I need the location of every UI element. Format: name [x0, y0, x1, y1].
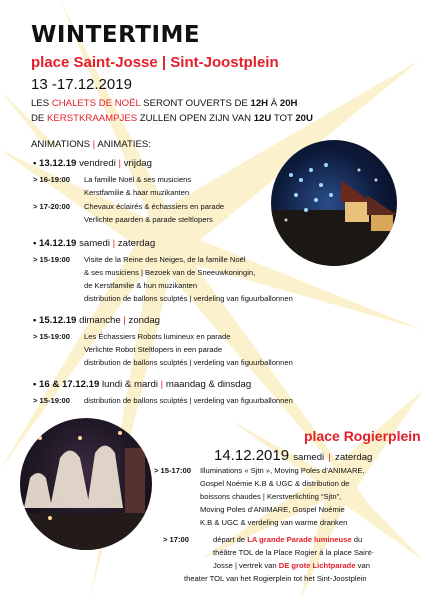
event-line: & ses musiciens | Bezoek van de Sneeuwkoningin, — [84, 268, 256, 277]
rogier-date: 14.12.2019 samedi | zaterdag — [214, 447, 373, 464]
christmas-market-photo — [271, 140, 397, 266]
event-line: distribution de ballons sculptés | verdeling van figuurballonnen — [84, 294, 293, 303]
event-line: distribution de ballons sculptés | verdeling van figuurballonnen — [84, 396, 293, 405]
intro-nl-a: DE — [31, 113, 45, 124]
event-line: Chevaux éclairés & échassiers en parade — [84, 202, 225, 211]
rogier-day-nl: zaterdag — [335, 452, 373, 463]
event-line: Illuminations « Sjtn », Moving Poles d’ANIMARE, — [200, 466, 365, 475]
event-line: Moving Poles d’ANIMARE, Gospel Noémie — [200, 505, 345, 514]
event-line: Verlichte paarden & parade steltlopers — [84, 215, 213, 224]
rogier-date-value: 14.12.2019 — [214, 447, 290, 464]
event-line: Visite de la Reine des Neiges, de la famille Noël — [84, 255, 246, 264]
venue-heading-saint-josse — [31, 55, 279, 72]
day-date: 13.12.19 — [39, 158, 77, 169]
event-line: Verlichte Robot Steltlopers in een parade — [84, 345, 223, 354]
intro-fr-e: À — [270, 98, 278, 109]
light-parade-photo — [20, 418, 152, 550]
event-line: boissons chaudes | Kerstverlichting “Sjtn”, — [200, 492, 342, 501]
event-line: de Kerstfamilie & hun muzikanten — [84, 281, 198, 290]
event-time: > 15-19:00 — [33, 255, 70, 264]
intro-fr-a: LES — [31, 98, 50, 109]
event-time: > 17-20:00 — [33, 202, 70, 211]
intro-nl-close: 20U — [295, 113, 313, 124]
intro-nl-e: TOT — [273, 113, 293, 124]
intro-fr-c: SERONT OUVERTS DE — [143, 98, 248, 109]
day-fr: vendredi — [79, 158, 116, 169]
day-header: • 16 & 17.12.19 lundi & mardi | maandag & dinsdag — [33, 379, 252, 390]
day-header: • 15.12.19 dimanche | zondag — [33, 315, 160, 326]
intro-fr-close: 20H — [279, 98, 298, 109]
intro-fr-chalets: CHALETS DE NOËL — [51, 98, 141, 109]
event-line: distribution de ballons sculptés | verdeling van figuurballonnen — [84, 358, 293, 367]
event-line: Les Échassiers Robots lumineux en parade — [84, 332, 231, 341]
event-line: La famille Noël & ses musiciens — [84, 175, 192, 184]
page-title: WINTERTIME — [31, 22, 201, 48]
event-time: > 17:00 — [163, 535, 189, 544]
intro-nl-c: ZULLEN OPEN ZIJN VAN — [139, 113, 252, 124]
event-line: théâtre TOL de la Place Rogier à la place Saint- — [213, 548, 374, 557]
rogier-day-fr: samedi — [293, 452, 325, 463]
intro-nl-kraampjes: KERSTKRAAMPJES — [47, 113, 138, 124]
intro-fr-open: 12H — [250, 98, 269, 109]
intro-nl-open: 12U — [253, 113, 272, 124]
event-line: K.B & UGC & verdeling van warme dranken — [200, 518, 348, 527]
day-nl: vrijdag — [123, 158, 152, 169]
venue-heading-rogier: place Rogierplein — [304, 428, 421, 444]
animations-heading-fr: ANIMATIONS — [31, 139, 90, 150]
event-line: Kerstfamilie & haar muzikanten — [84, 188, 190, 197]
event-time: > 16-19:00 — [33, 175, 70, 184]
event-line: theater TOL van het Rogierplein tot het Sint-Joostplein — [184, 574, 367, 583]
event-line: Gospel Noémie K.B & UGC & distribution de — [200, 479, 350, 488]
animations-heading-nl: ANIMATIES: — [97, 139, 151, 150]
event-line: départ de LA grande Parade lumineuse du — [213, 535, 363, 544]
event-time: > 15-19:00 — [33, 332, 70, 341]
event-time: > 15-17:00 — [154, 466, 191, 475]
intro-nl — [31, 114, 313, 125]
event-line: Josse | vertrek van DE grote Lichtparade van — [213, 561, 370, 570]
venue-name-nl: Sint-Joostplein — [170, 54, 279, 71]
venue-name-fr: place Saint-Josse — [31, 54, 158, 71]
bullet-icon: • — [33, 158, 37, 169]
day-header: • 14.12.19 samedi | zaterdag — [33, 238, 156, 249]
separator: | — [161, 54, 167, 71]
animations-heading: ANIMATIONS | ANIMATIES: — [31, 139, 151, 150]
intro-fr — [31, 99, 297, 110]
event-time: > 15-19:00 — [33, 396, 70, 405]
venue-dates: 13 -17.12.2019 — [31, 76, 132, 93]
day-header: • 13.12.19 vendredi | vrijdag — [33, 158, 152, 169]
